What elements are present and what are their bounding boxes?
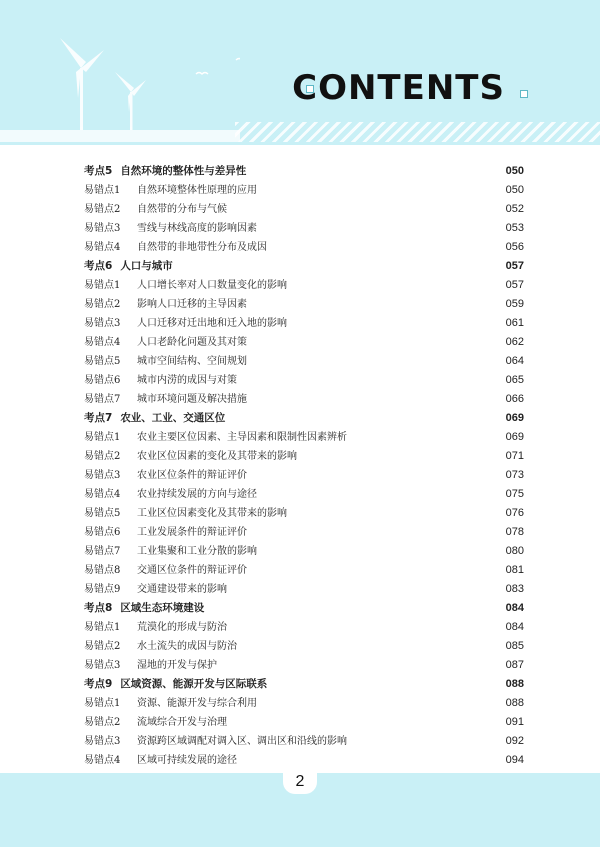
toc-entry-title: 农业区位条件的辩证评价 (137, 470, 247, 481)
toc-item-row[interactable] (84, 542, 524, 561)
toc-entry-title: 农业、工业、交通区位 (120, 412, 226, 424)
toc-page-number: 050 (505, 165, 524, 177)
toc-item-row[interactable] (84, 314, 524, 333)
toc-page-number: 083 (505, 583, 524, 595)
toc-entry-title: 农业主要区位因素、主导因素和限制性因素辨析 (137, 432, 347, 443)
toc-entry-code: 易错点2 (84, 451, 121, 462)
toc-entry-title: 交通区位条件的辩证评价 (137, 565, 247, 576)
toc-page-number: 092 (505, 735, 524, 747)
toc-section-row[interactable] (84, 409, 524, 428)
toc-entry-title: 区域资源、能源开发与区际联系 (120, 678, 268, 690)
toc-entry-title: 城市环境问题及解决措施 (137, 394, 247, 405)
toc-entry-code: 易错点2 (84, 299, 121, 310)
toc-entry-title: 人口增长率对人口数量变化的影响 (137, 280, 287, 291)
toc-entry-title: 资源、能源开发与综合利用 (137, 698, 257, 709)
toc-entry-title: 自然环境整体性原理的应用 (137, 185, 257, 196)
ground-strip (0, 130, 240, 142)
toc-page-number: 061 (505, 317, 524, 329)
toc-page-number: 064 (505, 355, 524, 367)
toc-page-number: 076 (505, 507, 524, 519)
toc-item-row[interactable] (84, 485, 524, 504)
toc-section-row[interactable] (84, 599, 524, 618)
toc-item-row[interactable] (84, 219, 524, 238)
header-banner (0, 0, 600, 145)
toc-section-row[interactable] (84, 675, 524, 694)
toc-item-row[interactable] (84, 390, 524, 409)
toc-item-row[interactable] (84, 295, 524, 314)
toc-page-number: 059 (505, 298, 524, 310)
toc-section-row[interactable] (84, 257, 524, 276)
toc-entry-code: 易错点5 (84, 508, 121, 519)
square-ornament-right (520, 90, 528, 98)
toc-entry-code: 易错点2 (84, 641, 121, 652)
toc-page-number: 056 (505, 241, 524, 253)
wind-turbine-illustration (0, 0, 240, 145)
toc-item-row[interactable] (84, 637, 524, 656)
toc-entry-code: 考点5 (84, 165, 113, 177)
toc-item-row[interactable] (84, 181, 524, 200)
toc-item-row[interactable] (84, 333, 524, 352)
toc-item-row[interactable] (84, 751, 524, 770)
toc-item-row[interactable] (84, 732, 524, 751)
toc-page-number: 050 (505, 184, 524, 196)
toc-item-row[interactable] (84, 447, 524, 466)
toc-page-number: 069 (505, 412, 524, 424)
toc-entry-code: 易错点1 (84, 185, 121, 196)
toc-page-number: 065 (505, 374, 524, 386)
toc-entry-code: 易错点3 (84, 223, 121, 234)
toc-entry-title: 雪线与林线高度的影响因素 (137, 223, 257, 234)
toc-item-row[interactable] (84, 656, 524, 675)
toc-entry-title: 荒漠化的形成与防治 (137, 622, 227, 633)
toc-entry-code: 易错点3 (84, 318, 121, 329)
toc-page-number: 088 (505, 678, 524, 690)
toc-entry-code: 易错点3 (84, 470, 121, 481)
toc-page-number: 084 (505, 602, 524, 614)
toc-item-row[interactable] (84, 276, 524, 295)
toc-entry-code: 易错点1 (84, 622, 121, 633)
toc-entry-code: 易错点4 (84, 242, 121, 253)
toc-item-row[interactable] (84, 371, 524, 390)
toc-item-row[interactable] (84, 580, 524, 599)
toc-entry-code: 易错点7 (84, 394, 121, 405)
toc-page-number: 057 (505, 279, 524, 291)
toc-page-number: 066 (505, 393, 524, 405)
toc-entry-code: 易错点6 (84, 375, 121, 386)
toc-entry-title: 水土流失的成因与防治 (137, 641, 237, 652)
toc-item-row[interactable] (84, 428, 524, 447)
toc-entry-title: 区域生态环境建设 (120, 602, 205, 614)
toc-page-number: 094 (505, 754, 524, 766)
toc-entry-title: 资源跨区域调配对调入区、调出区和沿线的影响 (137, 736, 347, 747)
toc-page-number: 081 (505, 564, 524, 576)
toc-entry-code: 易错点9 (84, 584, 121, 595)
toc-page-number: 053 (505, 222, 524, 234)
toc-item-row[interactable] (84, 618, 524, 637)
toc-entry-title: 人口迁移对迁出地和迁入地的影响 (137, 318, 287, 329)
toc-page-number: 057 (505, 260, 524, 272)
toc-entry-title: 工业区位因素变化及其带来的影响 (137, 508, 287, 519)
toc-page-number: 078 (505, 526, 524, 538)
toc-item-row[interactable] (84, 238, 524, 257)
toc-entry-title: 流域综合开发与治理 (137, 717, 227, 728)
toc-page-number: 062 (505, 336, 524, 348)
toc-page-number: 085 (505, 640, 524, 652)
toc-entry-title: 交通建设带来的影响 (137, 584, 227, 595)
page-number: 2 (283, 770, 317, 794)
toc-page-number: 087 (505, 659, 524, 671)
toc-entry-code: 易错点4 (84, 337, 121, 348)
toc-entry-code: 易错点1 (84, 280, 121, 291)
toc-entry-code: 易错点8 (84, 565, 121, 576)
toc-entry-title: 自然带的分布与气候 (137, 204, 227, 215)
toc-item-row[interactable] (84, 713, 524, 732)
toc-entry-code: 易错点2 (84, 204, 121, 215)
toc-item-row[interactable] (84, 561, 524, 580)
toc-entry-code: 考点6 (84, 260, 113, 272)
toc-item-row[interactable] (84, 200, 524, 219)
toc-entry-title: 自然环境的整体性与差异性 (120, 165, 247, 177)
toc-entry-code: 考点7 (84, 412, 113, 424)
toc-entry-code: 考点8 (84, 602, 113, 614)
toc-page-number: 052 (505, 203, 524, 215)
toc-entry-title: 湿地的开发与保护 (137, 660, 217, 671)
toc-item-row[interactable] (84, 466, 524, 485)
toc-entry-code: 易错点5 (84, 356, 121, 367)
toc-page-number: 073 (505, 469, 524, 481)
toc-section-row[interactable] (84, 162, 524, 181)
toc-item-row[interactable] (84, 694, 524, 713)
toc-item-row[interactable] (84, 523, 524, 542)
toc-page-number: 075 (505, 488, 524, 500)
toc-page-number: 080 (505, 545, 524, 557)
toc-entry-title: 城市内涝的成因与对策 (137, 375, 237, 386)
toc-entry-code: 考点9 (84, 678, 113, 690)
page-title: CONTENTS (292, 68, 505, 108)
toc-entry-title: 影响人口迁移的主导因素 (137, 299, 247, 310)
toc-entry-title: 农业区位因素的变化及其带来的影响 (137, 451, 297, 462)
toc-entry-title: 工业发展条件的辩证评价 (137, 527, 247, 538)
toc-page-number: 088 (505, 697, 524, 709)
toc-entry-code: 易错点1 (84, 432, 121, 443)
toc-page-number: 091 (505, 716, 524, 728)
table-of-contents (84, 162, 524, 770)
toc-entry-title: 人口老龄化问题及其对策 (137, 337, 247, 348)
toc-page-number: 071 (505, 450, 524, 462)
toc-entry-code: 易错点6 (84, 527, 121, 538)
toc-entry-title: 人口与城市 (120, 260, 173, 272)
toc-entry-code: 易错点4 (84, 489, 121, 500)
toc-entry-code: 易错点3 (84, 660, 121, 671)
toc-entry-code: 易错点1 (84, 698, 121, 709)
toc-item-row[interactable] (84, 352, 524, 371)
toc-entry-title: 工业集聚和工业分散的影响 (137, 546, 257, 557)
toc-entry-title: 城市空间结构、空间规划 (137, 356, 247, 367)
toc-entry-title: 农业持续发展的方向与途径 (137, 489, 257, 500)
toc-page-number: 069 (505, 431, 524, 443)
toc-entry-code: 易错点2 (84, 717, 121, 728)
toc-entry-code: 易错点3 (84, 736, 121, 747)
diagonal-stripe-band (235, 122, 600, 142)
toc-entry-code: 易错点7 (84, 546, 121, 557)
toc-item-row[interactable] (84, 504, 524, 523)
toc-entry-title: 区域可持续发展的途径 (137, 755, 237, 766)
toc-entry-code: 易错点4 (84, 755, 121, 766)
toc-entry-title: 自然带的非地带性分布及成因 (137, 242, 267, 253)
toc-page-number: 084 (505, 621, 524, 633)
